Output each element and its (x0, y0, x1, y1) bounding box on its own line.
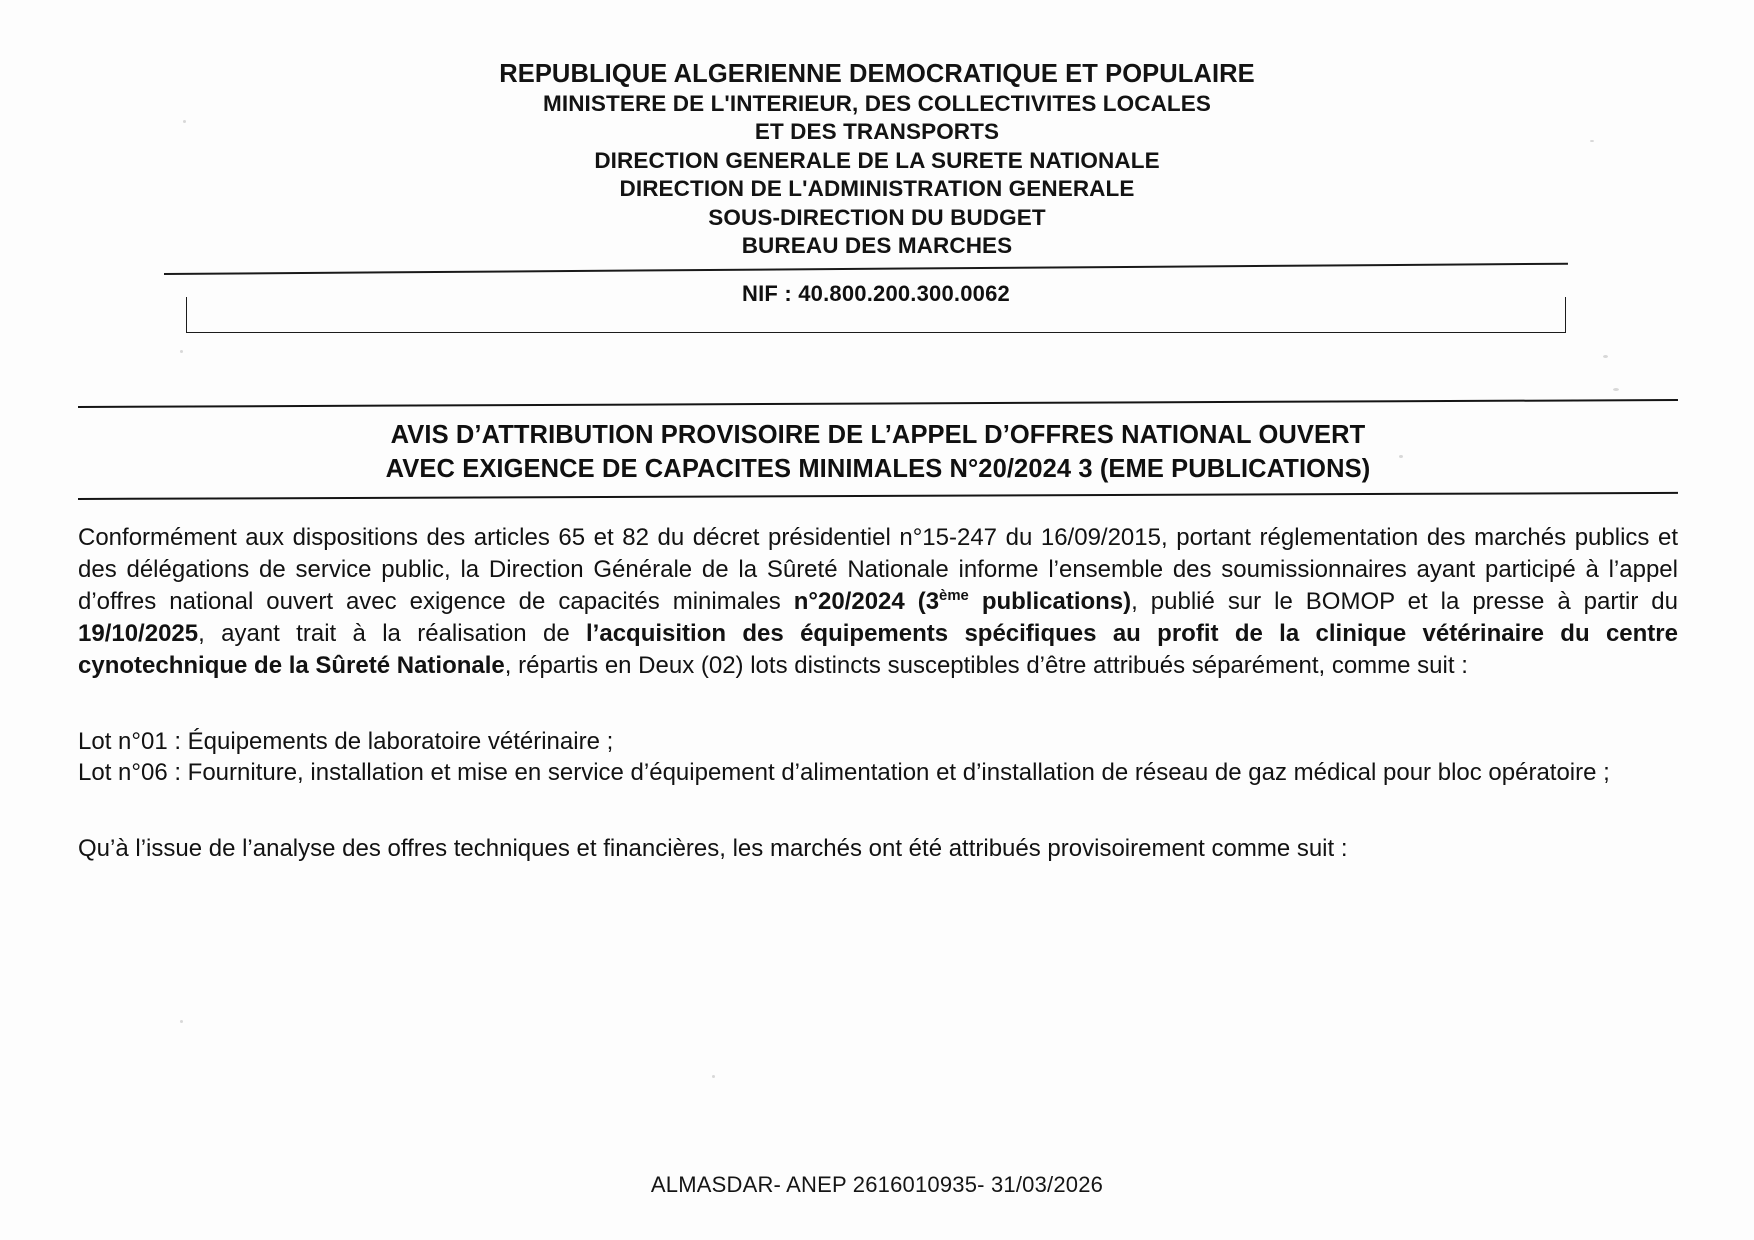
scan-speckle (712, 1075, 715, 1078)
scan-speckle (1613, 388, 1619, 391)
document-title (78, 418, 1678, 486)
intro-tender-number: n°20/2024 (3 (793, 587, 940, 615)
intro-segment-4: , publié sur le BOMOP et la presse à partir du (1131, 587, 1678, 615)
lot-item-06: Lot n°06 : Fourniture, installation et mise en service d’équipement d’alimentation et d’installation de réseau de gaz médical pour bloc opératoire ; (78, 759, 1610, 787)
letterhead-line-dag: DIRECTION DE L'ADMINISTRATION GENERALE (619, 176, 1135, 202)
title-line-2: AVEC EXIGENCE DE CAPACITES MINIMALES N°20/2024 3 (EME PUBLICATIONS) (385, 455, 1371, 484)
intro-publication-date: 19/10/2025 (78, 619, 199, 647)
intro-paragraph (78, 522, 1678, 682)
letterhead-line-dgsn: DIRECTION GENERALE DE LA SURETE NATIONALE (594, 147, 1160, 173)
nif-value: NIF : 40.800.200.300.0062 (742, 281, 1010, 306)
letterhead-line-marches: BUREAU DES MARCHES (741, 232, 1013, 258)
intro-segment-8: , répartis en Deux (02) lots distincts susceptibles d’être attribués séparément, comme suit : (504, 651, 1468, 679)
spacer (78, 682, 1678, 726)
spacer (78, 789, 1678, 833)
letterhead-line-ministry: MINISTERE DE L'INTERIEUR, DES COLLECTIVITES LOCALES (543, 91, 1211, 117)
intro-segment-6: , ayant trait à la réalisation de (198, 619, 587, 647)
scan-speckle (180, 1020, 183, 1023)
letterhead-line-budget: SOUS-DIRECTION DU BUDGET (708, 204, 1046, 230)
intro-segment-1: Conformément aux dispositions des articles 65 et 82 du décret présidentiel n°15-247 du 16/09/2015, portant réglementation des marchés publics et des délégations de service public, la Direction Générale de la Sûreté Nationale informe l’ensemble des soumissionnaires ayant participé à l’appel d’offres national ouvert avec exigence de capacités minimales (78, 524, 1678, 615)
letterhead (0, 58, 1754, 260)
letterhead-line-transports: ET DES TRANSPORTS (754, 119, 1000, 145)
nif-box (186, 281, 1566, 333)
scan-speckle (1603, 355, 1608, 358)
title-rule-bottom (78, 492, 1678, 500)
title-rule-top (78, 399, 1678, 408)
lot-item-01: Lot n°01 : Équipements de laboratoire vétérinaire ; (78, 727, 614, 755)
scan-speckle (180, 350, 183, 353)
document-body (78, 522, 1678, 865)
intro-ordinal-suffix: ème (939, 587, 969, 604)
title-line-1: AVIS D’ATTRIBUTION PROVISOIRE DE L’APPEL D’OFFRES NATIONAL OUVERT (390, 421, 1366, 449)
letterhead-line-republic: REPUBLIQUE ALGERIENNE DEMOCRATIQUE ET POPULAIRE (499, 60, 1255, 88)
intro-object-description: l’acquisition des équipements spécifiques au profit de la clinique vétérinaire du centre cynotechnique de la Sûreté Nationale (78, 619, 1678, 679)
closing-paragraph: Qu’à l’issue de l’analyse des offres techniques et financières, les marchés ont été attribués provisoirement comme suit : (78, 835, 1348, 863)
nif-box-top-rule (164, 263, 1568, 275)
footer-reference: ALMASDAR- ANEP 2616010935- 31/03/2026 (650, 1172, 1104, 1197)
intro-publications-word: publications) (981, 587, 1132, 615)
